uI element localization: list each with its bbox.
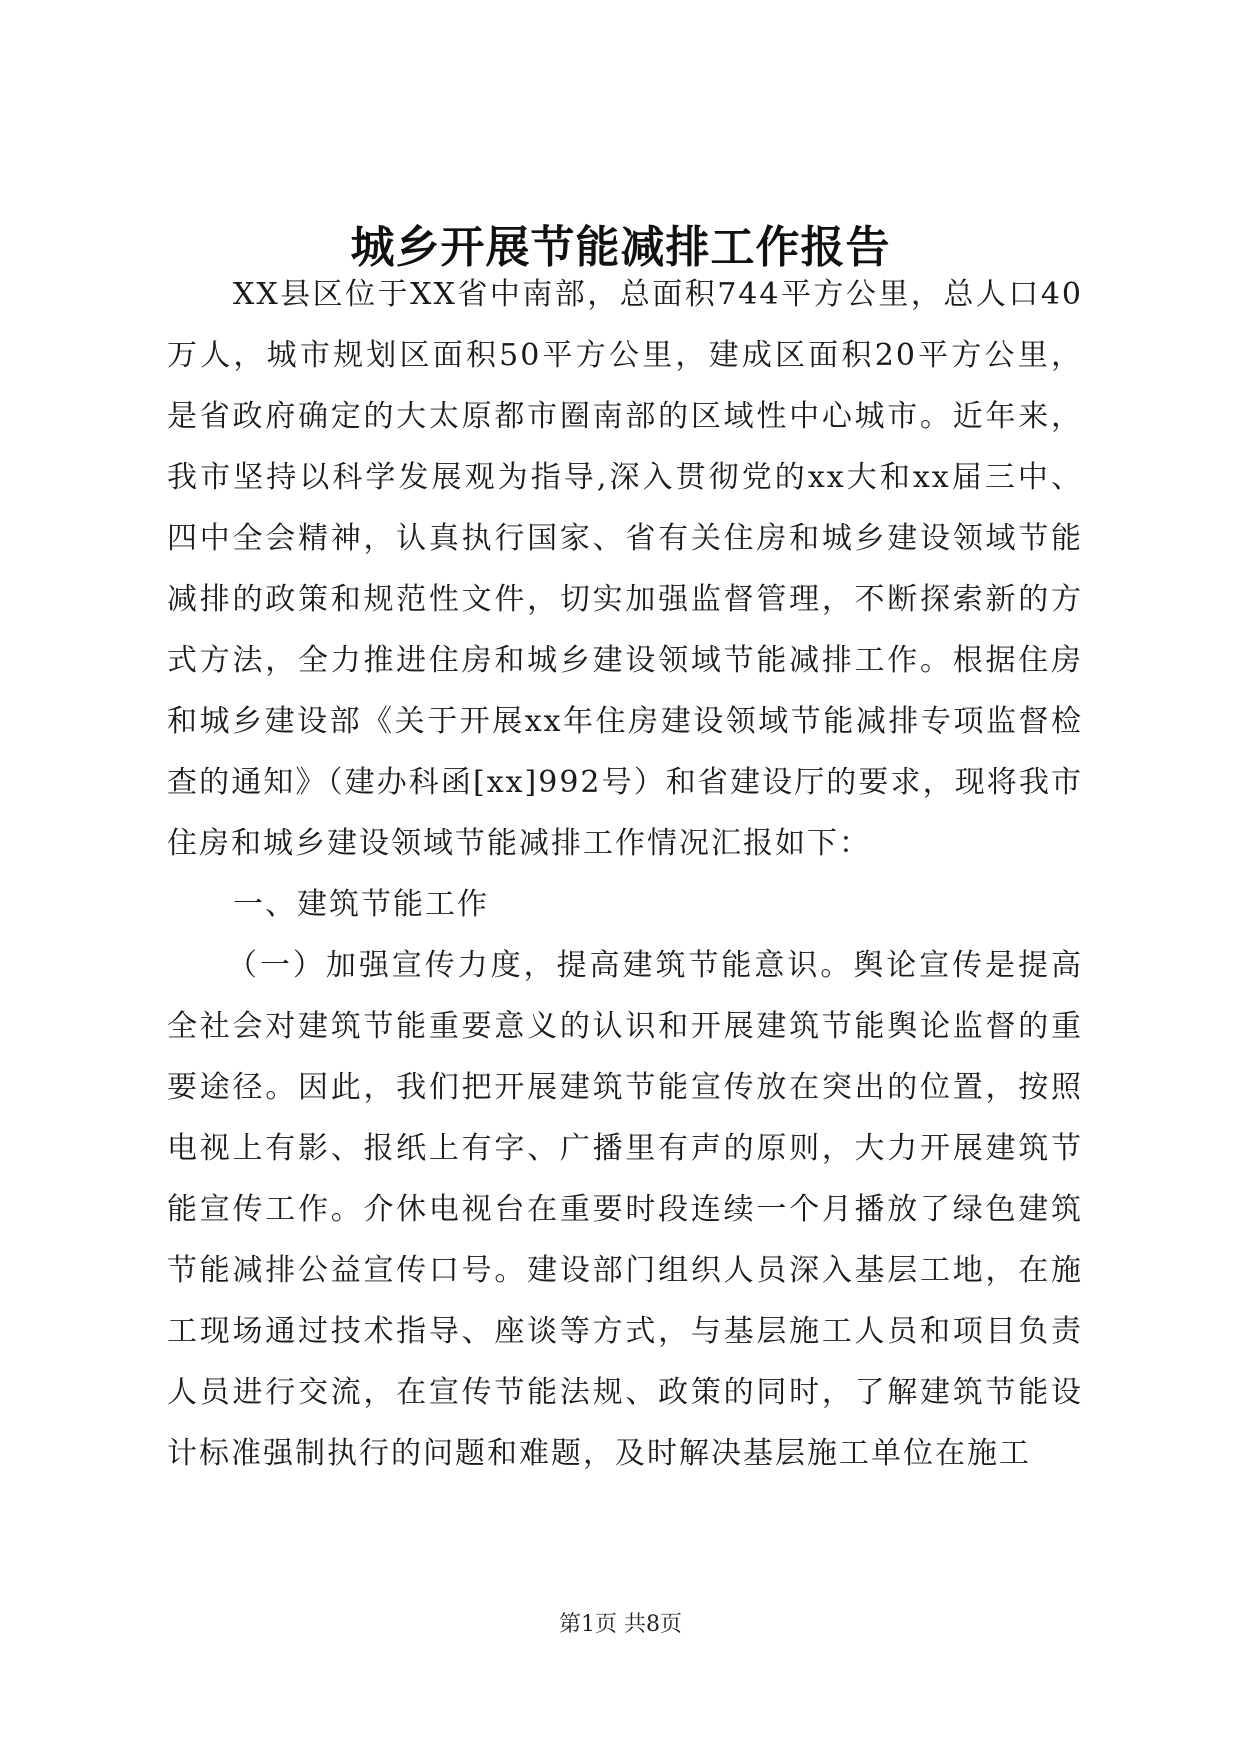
section-heading: 一、建筑节能工作 [233, 887, 489, 922]
document-title: 城乡开展节能减排工作报告 [350, 222, 891, 273]
page-number-footer: 第1页 共8页 [559, 1612, 682, 1637]
subsection-paragraph: （一）加强宣传力度，提高建筑节能意识。舆论宣传是提高全社会对建筑节能重要意义的认识和开展建筑节能舆论监督的重要途径。因此，我们把开展建筑节能宣传放在突出的位置，按照电视上有影、报纸上有字、广播里有声的原则，大力开展建筑节能宣传工作。介休电视台在重要时段连续一个月播放了绿色建筑节能减排公益宣传口号。建设部门组织人员深入基层工地，在施工现场通过技术指导、座谈等方式，与基层施工人员和项目负责人员进行交流，在宣传节能法规、政策的同时，了解建筑节能设计标准强制执行的问题和难题，及时解决基层施工单位在施工 [167, 948, 1083, 1471]
intro-paragraph: XX县区位于XX省中南部，总面积744平方公里，总人口40万人，城市规划区面积50平方公里，建成区面积20平方公里，是省政府确定的大太原都市圈南部的区域性中心城市。近年来，我市坚持以科学发展观为指导,深入贯彻党的xx大和xx届三中、四中全会精神，认真执行国家、省有关住房和城乡建设领域节能减排的政策和规范性文件，切实加强监督管理，不断探索新的方式方法，全力推进住房和城乡建设领域节能减排工作。根据住房和城乡建设部《关于开展xx年住房建设领域节能减排专项监督检查的通知》（建办科函[xx]992号）和省建设厅的要求，现将我市住房和城乡建设领域节能减排工作情况汇报如下： [167, 277, 1083, 861]
document-body [167, 264, 1083, 1484]
